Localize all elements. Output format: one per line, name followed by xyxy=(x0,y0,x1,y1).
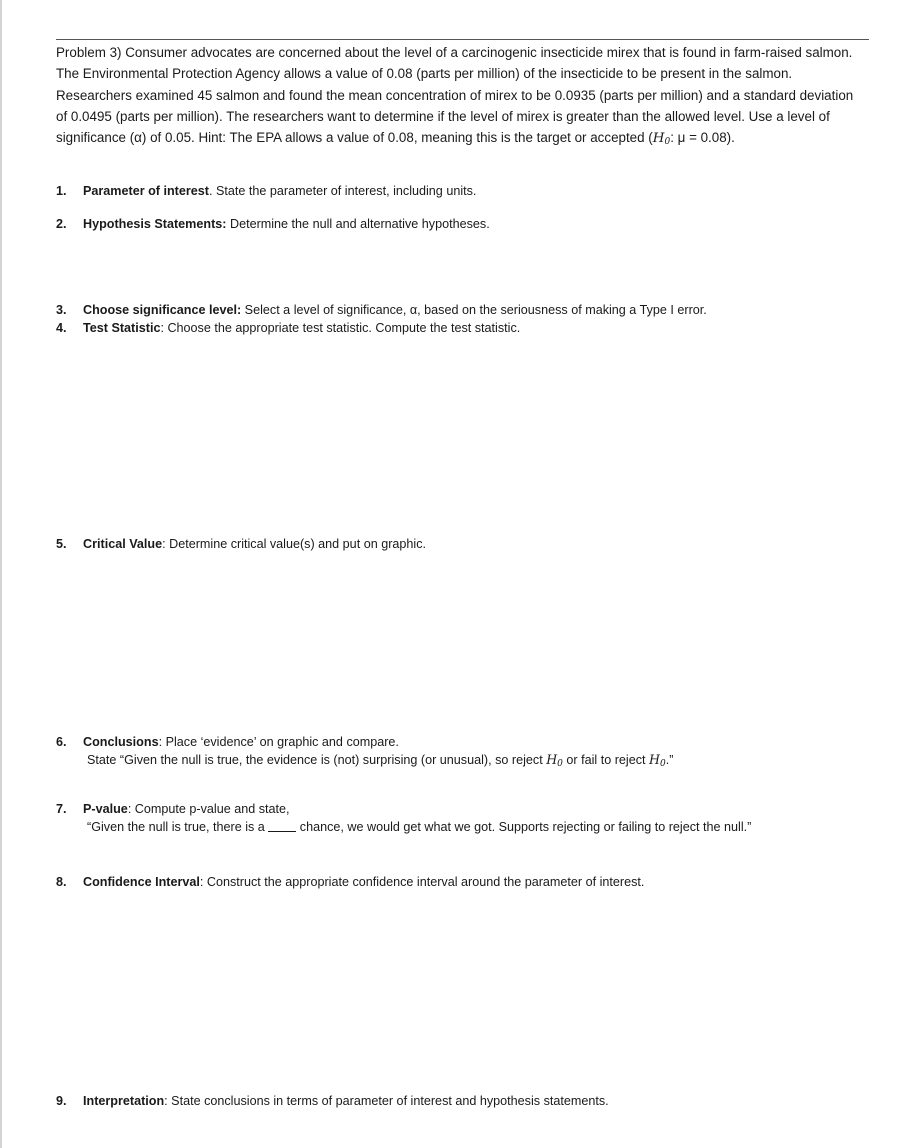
step-number: 8. xyxy=(56,875,67,889)
step-hypothesis-statements xyxy=(56,215,866,233)
step-significance-level xyxy=(56,301,866,319)
page-left-border xyxy=(0,0,2,1148)
step-confidence-interval xyxy=(56,873,866,891)
null-hypothesis-symbol: H xyxy=(652,131,665,147)
step-number: 5. xyxy=(56,537,67,551)
p-value-statement: “Given the null is true, there is a xyxy=(87,820,269,834)
step-number: 4. xyxy=(56,321,67,335)
step-number: 7. xyxy=(56,802,67,816)
step-number: 6. xyxy=(56,735,67,749)
p-value-statement-end: chance, we would get what we got. Supports rejecting or failing to reject the null.” xyxy=(296,820,752,834)
step-title: Choose significance level: xyxy=(83,303,242,317)
null-hypothesis-value: : μ = 0.08). xyxy=(670,130,735,146)
step-title: Critical Value xyxy=(83,537,163,551)
step-parameter-of-interest xyxy=(56,182,866,200)
conclusion-statement-end: .” xyxy=(665,753,674,767)
conclusion-statement-mid: or fail to reject xyxy=(562,753,649,767)
step-text: Determine the null and alternative hypotheses. xyxy=(226,217,490,231)
conclusion-statement: State “Given the null is true, the evidence is (not) surprising (or unusual), so reject xyxy=(87,753,547,767)
step-title: Interpretation xyxy=(83,1094,165,1108)
null-subscript: 0 xyxy=(664,137,671,148)
step-number: 1. xyxy=(56,184,67,198)
null-hypothesis-symbol: H xyxy=(649,752,660,767)
step-number: 9. xyxy=(56,1094,67,1108)
step-text: . State the parameter of interest, including units. xyxy=(209,184,477,198)
step-p-value xyxy=(56,800,866,836)
step-critical-value xyxy=(56,535,866,553)
step-text: : Compute p-value and state, xyxy=(127,802,290,816)
step-title: Conclusions xyxy=(83,735,159,749)
step-test-statistic xyxy=(56,319,866,337)
problem-statement xyxy=(56,42,864,153)
step-text: : State conclusions in terms of parameter of interest and hypothesis statements. xyxy=(164,1094,609,1108)
step-text: : Determine critical value(s) and put on graphic. xyxy=(162,537,427,551)
step-text: : Choose the appropriate test statistic. Compute the test statistic. xyxy=(160,321,521,335)
null-subscript: 0 xyxy=(557,759,563,769)
step-interpretation xyxy=(56,1092,866,1110)
step-title: Confidence Interval xyxy=(83,875,200,889)
null-hypothesis-symbol: H xyxy=(546,752,558,767)
step-number: 3. xyxy=(56,303,67,317)
step-text: : Place ‘evidence’ on graphic and compare. xyxy=(158,735,399,749)
step-text: : Construct the appropriate confidence interval around the parameter of interest. xyxy=(199,875,645,889)
step-title: P-value xyxy=(83,802,128,816)
step-title: Parameter of interest xyxy=(83,184,209,198)
step-title: Hypothesis Statements: xyxy=(83,217,227,231)
null-subscript: 0 xyxy=(659,759,666,769)
step-text: Select a level of significance, α, based on the seriousness of making a Type I error. xyxy=(241,303,707,317)
step-number: 2. xyxy=(56,217,67,231)
step-title: Test Statistic xyxy=(83,321,161,335)
problem-text: Problem 3) Consumer advocates are concerned about the level of a carcinogenic insecticide mirex that is found in farm-raised salmon. The Environmental Protection Agency allows a value of 0.08 (parts per million) of the insecticide to be present in the salmon. Researchers examined 45 salmon and found the mean concentration of mirex to be 0.0935 (parts per million) and a standard deviation of 0.0495 (parts per million). The researchers want to determine if the level of mirex is greater than the allowed level. Use a level of significance (α) of 0.05. Hint: The EPA allows a value of 0.08, meaning this is the target or accepted ( xyxy=(56,45,854,146)
p-value-blank[interactable] xyxy=(268,819,296,832)
header-rule xyxy=(56,39,869,40)
step-conclusions xyxy=(56,733,866,773)
